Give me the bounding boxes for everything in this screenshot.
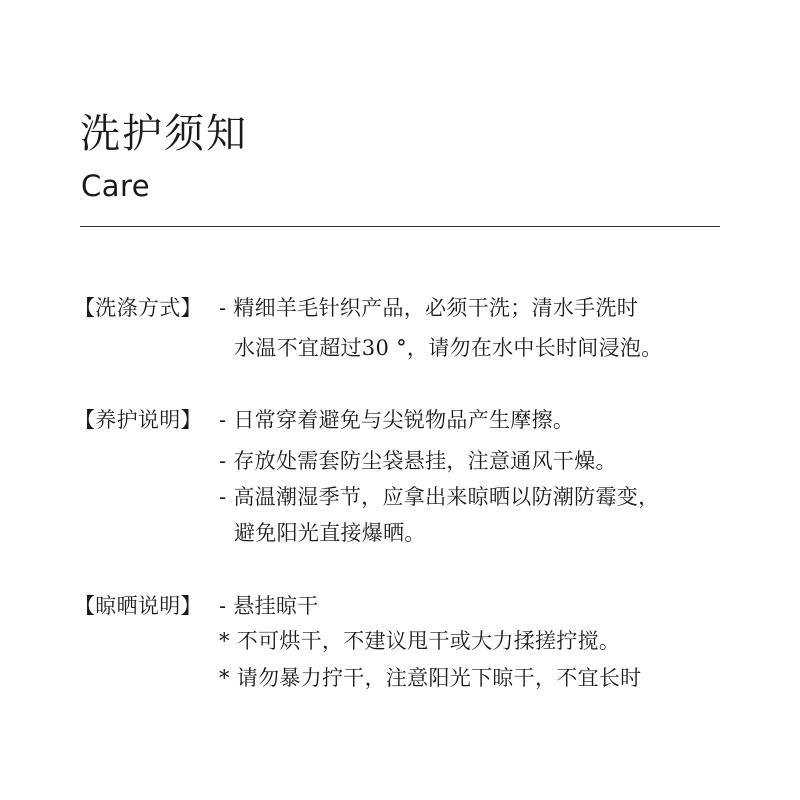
washing-label: 【洗涤方式】 xyxy=(74,296,202,320)
maintenance-line-4: 避免阳光直接爆晒。 xyxy=(234,521,426,545)
maintenance-line-3: - 高温潮湿季节，应拿出来晾晒以防潮防霉变， xyxy=(219,485,660,509)
maintenance-line-2: - 存放处需套防尘袋悬挂，注意通风干燥。 xyxy=(219,449,617,473)
title-divider xyxy=(80,226,720,227)
maintenance-line-1: - 日常穿着避免与尖锐物品产生摩擦。 xyxy=(219,408,575,432)
page-subtitle: Care xyxy=(81,169,151,203)
drying-line-1: - 悬挂晾干 xyxy=(219,594,319,618)
drying-label: 【晾晒说明】 xyxy=(74,594,202,618)
drying-line-3: * 请勿暴力拧干，注意阳光下晾干，不宜长时 xyxy=(219,666,642,690)
washing-line-2: 水温不宜超过30 °，请勿在水中长时间浸泡。 xyxy=(234,336,663,360)
drying-line-2: * 不可烘干，不建议甩干或大力揉搓拧搅。 xyxy=(219,629,621,653)
maintenance-label: 【养护说明】 xyxy=(74,408,202,432)
page-title: 洗护须知 xyxy=(80,111,248,157)
washing-line-1: - 精细羊毛针织产品，必须干洗；清水手洗时 xyxy=(219,296,639,320)
